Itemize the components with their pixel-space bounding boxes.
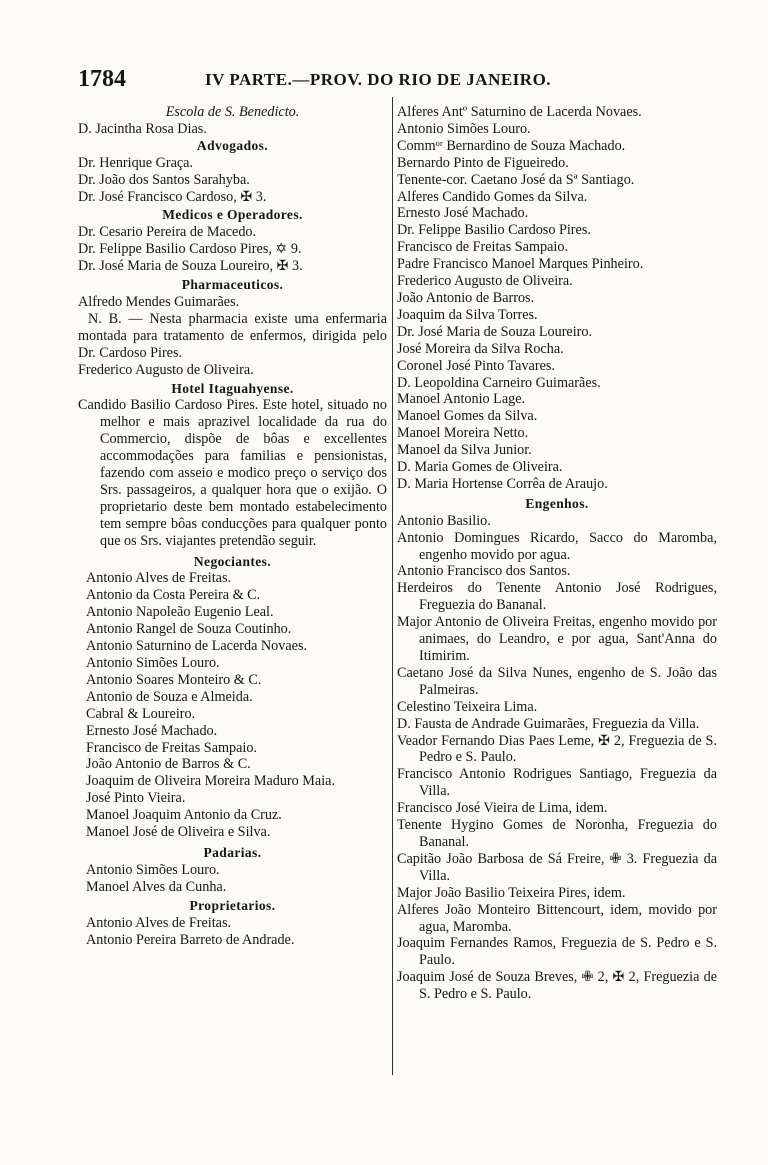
section-heading-escola: Escola de S. Benedicto. <box>165 104 300 120</box>
list-item: Tenente-cor. Caetano José da Sª Santiago. <box>397 171 635 188</box>
left-column <box>78 104 387 948</box>
list-item: José Pinto Vieira. <box>86 790 186 807</box>
list-item: João Antonio de Barros. <box>397 289 535 306</box>
right-column <box>397 104 717 1003</box>
list-item: Dr. José Maria de Souza Loureiro, ✠ 3. <box>78 258 303 275</box>
list-item: Celestino Teixeira Lima. <box>397 698 538 715</box>
column-divider <box>392 97 393 1075</box>
list-item: Major Antonio de Oliveira Freitas, engenho movido por animaes, do Leandro, e por agua, Sant'Anna do Itimirim. <box>397 614 717 664</box>
list-item: José Moreira da Silva Rocha. <box>397 340 564 357</box>
section-heading-pharmaceuticos: Pharmaceuticos. <box>181 277 284 293</box>
section-heading-negociantes: Negociantes. <box>193 553 272 569</box>
section-heading-engenhos: Engenhos. <box>525 495 589 511</box>
section-heading-padarias: Padarias. <box>203 844 262 860</box>
list-item: Coronel José Pinto Tavares. <box>397 357 555 374</box>
section-heading-advogados: Advogados. <box>196 137 269 153</box>
list-item: Dr. José Maria de Souza Loureiro. <box>397 323 593 340</box>
list-item: Manoel da Silva Junior. <box>397 442 532 459</box>
list-item: Antonio Pereira Barreto de Andrade. <box>86 931 295 948</box>
list-item: D. Fausta de Andrade Guimarães, Freguezia da Villa. <box>397 715 700 732</box>
list-item: Francisco José Vieira de Lima, idem. <box>397 800 608 817</box>
list-item: Major João Basilio Teixeira Pires, idem. <box>397 884 626 901</box>
list-item: Antonio Alves de Freitas. <box>86 570 232 587</box>
list-item: Joaquim de Oliveira Moreira Maduro Maia. <box>86 773 335 790</box>
list-item: Antonio Francisco dos Santos. <box>397 563 571 580</box>
hotel-description: Candido Basilio Cardoso Pires. Este hotel, situado no melhor e mais aprazivel localidade da rua do Commercio, dispõe de bôas e excellentes accommodações para familias e pensionistas, fazendo com asseio e modico preço o serviço dos Srs. passageiros, a qualquer hora que o exijão. O proprietario deste bem montado estabelecimento tem sempre bôas conducções para qualquer ponto que os Srs. viajantes pretendão seguir. <box>78 397 387 549</box>
list-item: Cabral & Loureiro. <box>86 705 196 722</box>
list-item: D. Maria Gomes de Oliveira. <box>397 459 563 476</box>
list-item: Tenente Hygino Gomes de Noronha, Freguezia do Bananal. <box>397 817 717 850</box>
padarias-list <box>78 862 387 896</box>
list-item: Manoel Joaquim Antonio da Cruz. <box>86 807 282 824</box>
list-item: Antonio da Costa Pereira & C. <box>86 587 261 604</box>
list-item: Antonio Simões Louro. <box>397 120 531 137</box>
list-item: Dr. Felippe Basilio Cardoso Pires. <box>397 222 591 239</box>
list-item: Padre Francisco Manoel Marques Pinheiro. <box>397 256 644 273</box>
proprietarios-list <box>78 915 387 949</box>
list-item: Alferes João Monteiro Bittencourt, idem, movido por agua, Maromba. <box>397 901 717 935</box>
medicos-list <box>78 224 387 275</box>
list-item: Antonio Rangel de Souza Coutinho. <box>86 621 292 638</box>
list-item: Antonio Basilio. <box>397 512 491 529</box>
list-item: Antonio Soares Monteiro & C. <box>86 671 262 688</box>
list-item: Bernardo Pinto de Figueiredo. <box>397 154 569 171</box>
list-item: Dr. José Francisco Cardoso, ✠ 3. <box>78 188 267 205</box>
list-item: Manoel Gomes da Silva. <box>397 408 538 425</box>
list-item: Francisco de Freitas Sampaio. <box>397 239 568 256</box>
list-item: Capitão João Barbosa de Sá Freire, ✙ 3. Freguezia da Villa. <box>397 850 717 884</box>
section-heading-proprietarios: Proprietarios. <box>189 897 276 913</box>
list-item: Manoel José de Oliveira e Silva. <box>86 824 271 841</box>
list-item: Antonio Alves de Freitas. <box>86 914 232 931</box>
list-item: Francisco de Freitas Sampaio. <box>86 739 257 756</box>
list-item: D. Jacintha Rosa Dias. <box>78 120 207 137</box>
proprietarios-continued-list <box>397 104 717 493</box>
list-item: Joaquim da Silva Torres. <box>397 306 538 323</box>
list-item: Antonio Simões Louro. <box>86 861 220 878</box>
list-item: Antonio Saturnino de Lacerda Novaes. <box>86 638 308 655</box>
list-item: Antonio de Souza e Almeida. <box>86 688 253 705</box>
list-item: Manoel Antonio Lage. <box>397 391 526 408</box>
list-item: Alferes Antº Saturnino de Lacerda Novaes. <box>397 104 642 120</box>
list-item: Ernesto José Machado. <box>397 205 529 222</box>
pharmacy-note: N. B. — Nesta pharmacia existe uma enfermaria montada para tratamento de enfermos, dirigida pelo Dr. Cardoso Pires. <box>78 310 387 361</box>
section-heading-hotel: Hotel Itaguahyense. <box>171 380 294 396</box>
list-item: Joaquim José de Souza Breves, ✙ 2, ✠ 2, Freguezia de S. Pedro e S. Paulo. <box>397 969 717 1003</box>
list-item: Frederico Augusto de Oliveira. <box>397 273 573 290</box>
list-item: D. Leopoldina Carneiro Guimarães. <box>397 374 601 391</box>
list-item: Ernesto José Machado. <box>86 722 218 739</box>
list-item: Antonio Simões Louro. <box>86 655 220 671</box>
list-item: Veador Fernando Dias Paes Leme, ✠ 2, Freguezia de S. Pedro e S. Paulo. <box>397 732 717 766</box>
list-item: D. Maria Hortense Corrêa de Araujo. <box>397 475 608 492</box>
list-item: Dr. Henrique Graça. <box>78 154 194 171</box>
negociantes-list <box>78 570 387 841</box>
running-title: IV PARTE.—PROV. DO RIO DE JANEIRO. <box>205 70 552 89</box>
list-item: Dr. Cesario Pereira de Macedo. <box>78 224 257 241</box>
list-item: Alferes Candido Gomes da Silva. <box>397 188 588 205</box>
section-heading-medicos: Medicos e Operadores. <box>162 207 303 223</box>
list-item: Antonio Napoleão Eugenio Leal. <box>86 604 274 621</box>
page-number: 1784 <box>78 66 126 92</box>
list-item: Manoel Moreira Netto. <box>397 425 529 442</box>
list-item: João Antonio de Barros & C. <box>86 756 251 773</box>
engenhos-list <box>397 513 717 1003</box>
list-item: Dr. Felippe Basilio Cardoso Pires, ✡ 9. <box>78 241 302 258</box>
list-item: Joaquim Fernandes Ramos, Freguezia de S. Pedro e S. Paulo. <box>397 935 717 969</box>
list-item: Caetano José da Silva Nunes, engenho de S. João das Palmeiras. <box>397 664 717 698</box>
list-item: Francisco Antonio Rodrigues Santiago, Freguezia da Villa. <box>397 766 717 800</box>
list-item: Alfredo Mendes Guimarães. <box>78 293 240 310</box>
page-header <box>78 64 718 94</box>
list-item: Dr. João dos Santos Sarahyba. <box>78 171 250 188</box>
list-item: Manoel Alves da Cunha. <box>86 878 227 895</box>
advogados-list <box>78 155 387 206</box>
list-item: Frederico Augusto de Oliveira. <box>78 361 254 378</box>
list-item: Commᵒʳ Bernardino de Souza Machado. <box>397 137 626 154</box>
list-item: Antonio Domingues Ricardo, Sacco do Maromba, engenho movido por agua. <box>397 529 717 563</box>
list-item: Herdeiros do Tenente Antonio José Rodrigues, Freguezia do Bananal. <box>397 580 717 614</box>
